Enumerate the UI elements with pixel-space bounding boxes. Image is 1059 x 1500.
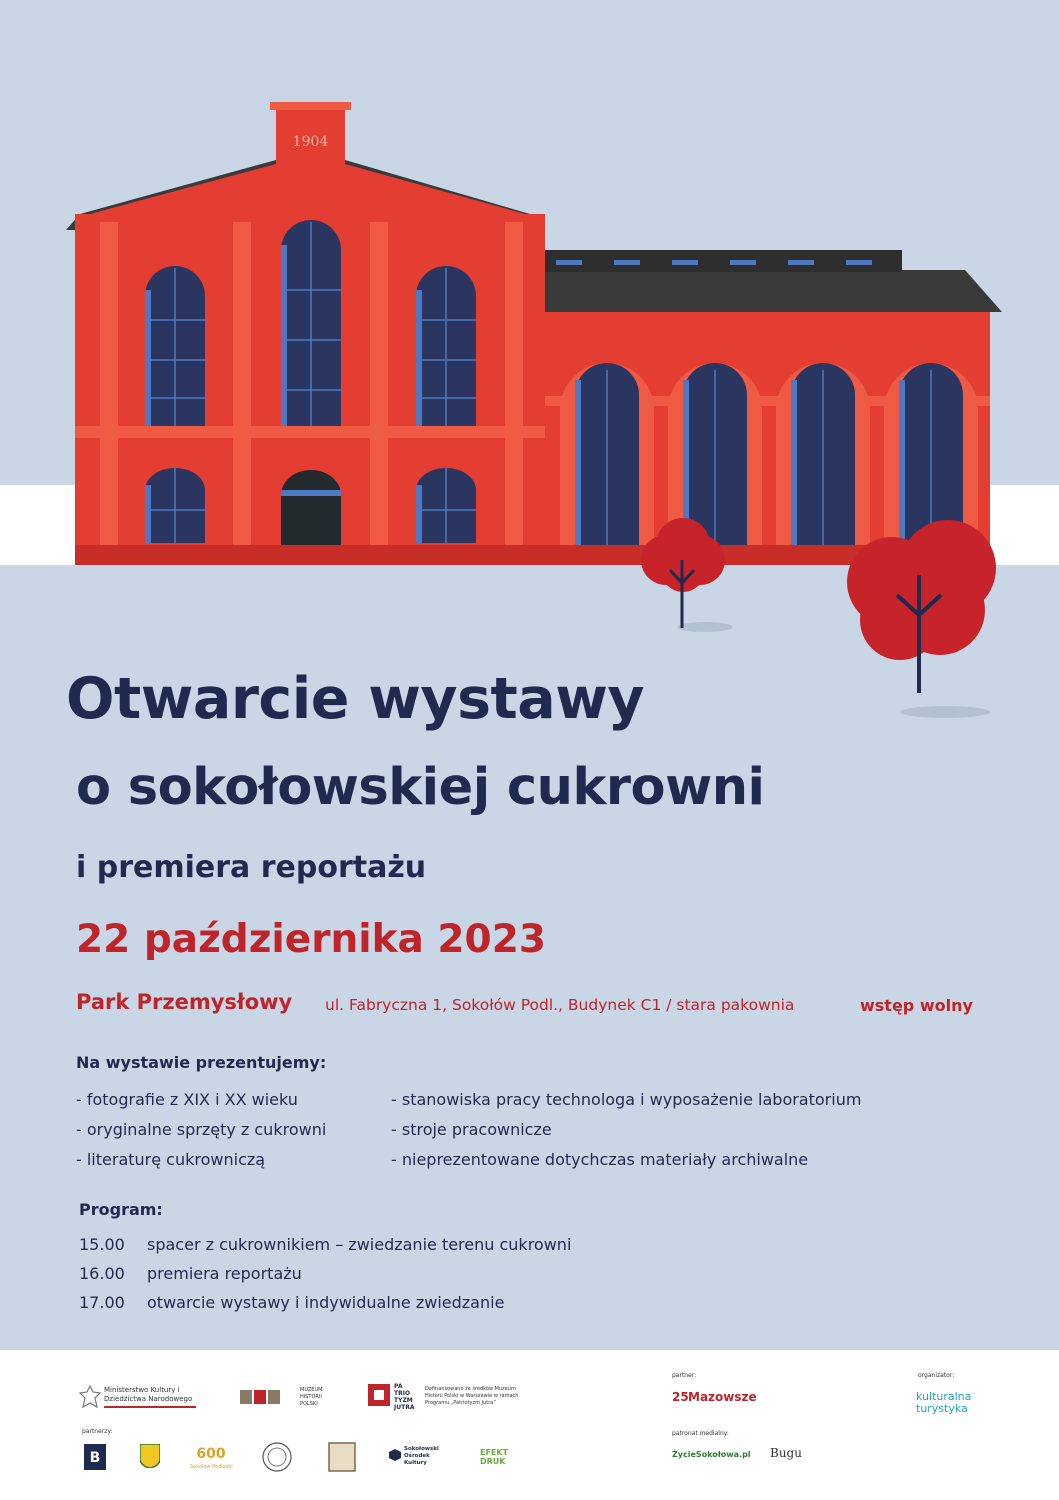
list-item: - oryginalne sprzęty z cukrowni <box>76 1120 327 1139</box>
left-plinth <box>75 545 545 565</box>
sponsors-footer <box>0 1350 1059 1500</box>
mhp-logo-icon <box>240 1386 296 1406</box>
svg-text:600: 600 <box>196 1446 226 1462</box>
program-time: 16.00 <box>79 1264 125 1283</box>
eagle-emblem-icon <box>78 1384 102 1410</box>
left-cornice <box>75 426 545 438</box>
program-desc: premiera reportażu <box>147 1264 302 1283</box>
partner-label: partner: <box>672 1372 697 1379</box>
framed-emblem-icon <box>328 1442 356 1472</box>
event-venue: Park Przemysłowy <box>76 990 293 1014</box>
list-item: - nieprezentowane dotychczas materiały archiwalne <box>391 1150 809 1169</box>
title-line-2: o sokołowskiej cukrowni <box>76 758 765 817</box>
program-time: 15.00 <box>79 1235 125 1254</box>
year-label: 1904 <box>292 134 329 150</box>
media-bugu-logo: Bugu <box>770 1446 802 1460</box>
mhp-logo-text: MUZEUM HISTORII POLSKI <box>300 1387 323 1407</box>
anniversary-600-icon <box>190 1444 232 1462</box>
event-address: ul. Fabryczna 1, Sokołów Podl., Budynek C1 / stara pakownia <box>325 996 795 1014</box>
organizer-logo-line-2: turystyka <box>916 1402 968 1415</box>
sok-logo-icon <box>388 1448 402 1462</box>
ministry-underline <box>104 1406 196 1408</box>
exhibition-heading: Na wystawie prezentujemy: <box>76 1053 327 1072</box>
patriotyzm-logo-icon <box>368 1384 390 1406</box>
large-tree <box>847 520 996 693</box>
partner-b-logo-icon <box>84 1444 106 1470</box>
sok-logo-text: Sokołowski Ośrodek Kultury <box>404 1446 439 1466</box>
program-desc: spacer z cukrownikiem – zwiedzanie terenu cukrowni <box>147 1235 572 1254</box>
coat-of-arms-icon <box>140 1444 160 1468</box>
tree-shadow-large <box>900 706 990 718</box>
funding-note: Dofinansowano ze środków Muzeum Historii Polski w Warszawie w ramach Programu „Patriotyzm Jutra” <box>425 1386 519 1406</box>
partner-sokolow-text: Sokołów Podlaski <box>190 1464 233 1470</box>
exhibition-list-left <box>76 1089 326 1179</box>
program-list <box>79 1234 571 1321</box>
organizer-logo-line-1: kulturalna <box>916 1390 972 1403</box>
partner-logo: Mazowsze <box>688 1390 757 1404</box>
program-desc: otwarcie wystawy i indywidualne zwiedzanie <box>147 1293 505 1312</box>
list-item: - stroje pracownicze <box>391 1120 552 1139</box>
program-row <box>79 1292 571 1321</box>
list-item: - literaturę cukrowniczą <box>76 1150 266 1169</box>
program-row <box>79 1263 571 1292</box>
list-item: - stanowiska pracy technologa i wyposażenie laboratorium <box>391 1090 862 1109</box>
partners-label: partnerzy: <box>82 1428 113 1435</box>
efekt-druk-logo: EFEKT DRUK <box>480 1448 509 1466</box>
media-zycie-logo: ŻycieSokołowa.pl <box>672 1450 751 1459</box>
tree-shadow-small <box>677 622 733 632</box>
event-date: 22 października 2023 <box>76 917 546 962</box>
list-item: - fotografie z XIX i XX wieku <box>76 1090 298 1109</box>
subtitle: i premiera reportażu <box>76 850 427 885</box>
sugar-factory-illustration <box>0 0 1059 720</box>
program-heading: Program: <box>79 1200 163 1219</box>
admission-free: wstęp wolny <box>860 996 973 1015</box>
round-seal-icon <box>262 1442 292 1472</box>
organizer-label: organizator: <box>918 1372 955 1379</box>
ministry-logo-text: Ministerstwo Kultury i Dziedzictwa Narodowego <box>104 1386 193 1403</box>
partner-logo-mark: 25 <box>672 1390 689 1404</box>
right-roof <box>545 270 1002 312</box>
exhibition-list-right <box>391 1089 861 1179</box>
svg-text:B: B <box>89 1450 101 1466</box>
media-label: patronat medialny: <box>672 1430 729 1437</box>
patriotyzm-logo-text: PA TRIO TYZM JUTRA <box>394 1383 415 1411</box>
title-line-1: Otwarcie wystawy <box>66 666 645 732</box>
program-row <box>79 1234 571 1263</box>
program-time: 17.00 <box>79 1293 125 1312</box>
